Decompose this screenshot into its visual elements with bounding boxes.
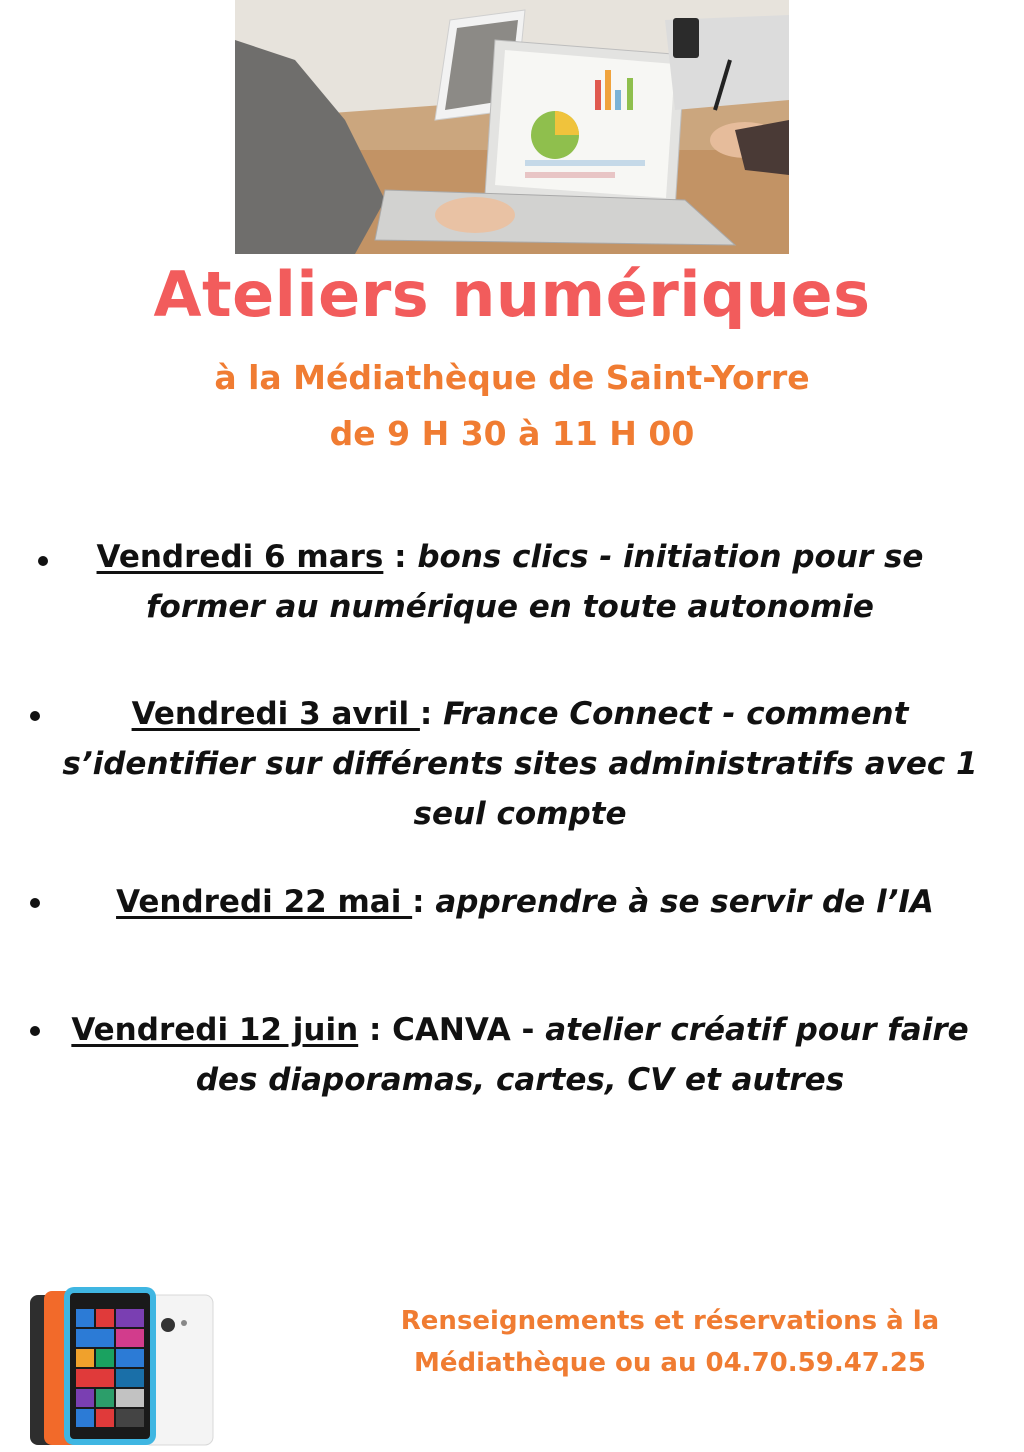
- session-plain-text: CANVA -: [392, 1012, 546, 1048]
- smartphones-image: [28, 1285, 218, 1448]
- session-separator: :: [412, 884, 436, 920]
- bullet-icon: [38, 556, 48, 566]
- session-description: apprendre à se servir de l’IA: [435, 884, 934, 920]
- session-description: atelier créatif pour faire des diaporamas, cartes, CV et autres: [195, 1012, 969, 1098]
- session-item-3: [60, 877, 990, 927]
- bullet-icon: [30, 898, 40, 908]
- bullet-icon: [30, 1026, 40, 1036]
- time-subtitle: de 9 H 30 à 11 H 00: [329, 414, 695, 453]
- contact-info: [370, 1300, 970, 1384]
- session-item-4: [60, 1005, 980, 1105]
- session-date: Vendredi 22 mai: [116, 884, 413, 920]
- session-date: Vendredi 3 avril: [131, 696, 420, 732]
- session-separator: :: [383, 539, 418, 575]
- hero-image-laptops: [235, 0, 789, 254]
- session-date: Vendredi 6 mars: [96, 539, 384, 575]
- session-separator: :: [419, 696, 444, 732]
- session-item-2: [50, 689, 990, 839]
- page-title: Ateliers numériques: [153, 258, 871, 331]
- session-description: France Connect - comment s’identifier sur différents sites administratifs avec 1 seul compte: [62, 696, 978, 832]
- location-subtitle: à la Médiathèque de Saint-Yorre: [214, 358, 810, 397]
- session-item-1: [60, 532, 960, 632]
- session-separator: :: [358, 1012, 393, 1048]
- contact-line-2: Médiathèque ou au 04.70.59.47.25: [414, 1348, 926, 1378]
- session-description: bons clics - initiation pour se former au numérique en toute autonomie: [146, 539, 924, 625]
- session-date: Vendredi 12 juin: [71, 1012, 359, 1048]
- contact-line-1: Renseignements et réservations à la: [400, 1306, 940, 1336]
- bullet-icon: [30, 711, 40, 721]
